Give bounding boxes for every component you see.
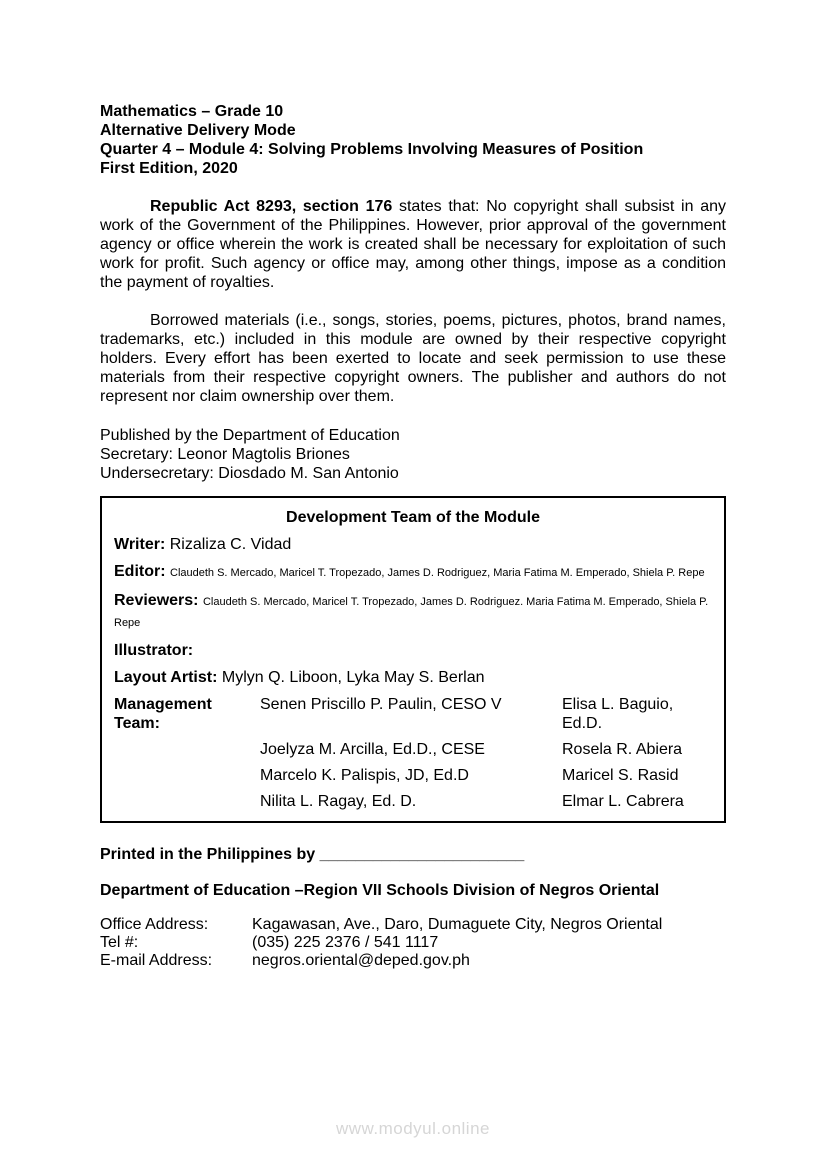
editor-row [114, 562, 712, 583]
editor-names: Claudeth S. Mercado, Maricel T. Tropezado, James D. Rodriguez, Maria Fatima M. Emperado, Shiela P. Repe [170, 567, 705, 579]
management-label-spacer [114, 740, 260, 759]
schools-division-line: Department of Education –Region VII Schools Division of Negros Oriental [100, 882, 660, 899]
development-team-title: Development Team of the Module [286, 509, 540, 526]
printed-in-blank: _______________________ [319, 846, 525, 863]
republic-act-lead: Republic Act 8293, section 176 [150, 198, 393, 215]
reviewer-names: Claudeth S. Mercado, Maricel T. Tropezado, James D. Rodriguez. Maria Fatima M. Emperado, Shiela P. Repe [114, 596, 709, 629]
undersecretary-line: Undersecretary: Diosdado M. San Antonio [100, 465, 399, 482]
management-member: Senen Priscillo P. Paulin, CESO V [260, 696, 502, 713]
layout-artist-label: Layout Artist: [114, 669, 218, 686]
edition-line: First Edition, 2020 [100, 160, 238, 177]
reviewers-row [114, 591, 712, 633]
management-member: Elmar L. Cabrera [562, 793, 684, 810]
editor-label: Editor: [114, 563, 166, 580]
published-by-line: Published by the Department of Education [100, 427, 400, 444]
management-team-label: Management Team: [114, 696, 212, 732]
printed-in-lead: Printed in the Philippines by [100, 846, 320, 863]
layout-artist-row [114, 668, 712, 687]
development-team-box [100, 496, 726, 823]
management-member: Maricel S. Rasid [562, 767, 679, 784]
office-address-value: Kagawasan, Ave., Daro, Dumaguete City, Negros Oriental [252, 916, 663, 933]
title-block [100, 102, 726, 178]
writer-name: Rizaliza C. Vidad [169, 536, 292, 553]
borrowed-materials-paragraph: Borrowed materials (i.e., songs, stories, poems, pictures, photos, brand names, trademarks, etc.) included in this module are owned by their respective copyright holders. Every effort has been exerted to locate and seek permission to use these materials from their respective copyright owners. The publisher and authors do not represent nor claim ownership over them. [100, 312, 726, 405]
management-label-spacer [114, 766, 260, 785]
email-row [100, 952, 726, 970]
site-watermark: www.modyul.online [335, 1119, 490, 1138]
page-content [100, 102, 726, 970]
writer-label: Writer: [114, 536, 166, 553]
delivery-mode-line: Alternative Delivery Mode [100, 122, 296, 139]
copyright-paragraph [100, 197, 726, 292]
illustrator-label: Illustrator: [114, 642, 194, 659]
management-member: Joelyza M. Arcilla, Ed.D., CESE [260, 741, 485, 758]
reviewers-label: Reviewers: [114, 592, 199, 609]
office-address-row [100, 916, 726, 934]
printed-in-line [100, 845, 726, 864]
email-label: E-mail Address: [100, 952, 213, 969]
management-member: Elisa L. Baguio, Ed.D. [562, 696, 674, 732]
publisher-block [100, 426, 726, 483]
illustrator-row [114, 641, 712, 660]
management-team-grid [114, 695, 712, 811]
writer-row [114, 535, 712, 554]
management-member: Marcelo K. Palispis, JD, Ed.D [260, 767, 469, 784]
telephone-value: (035) 225 2376 / 541 1117 [252, 934, 439, 951]
email-value: negros.oriental@deped.gov.ph [252, 952, 470, 969]
contact-block [100, 916, 726, 970]
republic-act-rest: states that: No copyright shall subsist in any work of the Government of the Philippines. However, prior approval of the government agency or office wherein the work is created shall be necessary for exploitation of such work for profit. Such agency or office may, among other things, impose as a condition the payment of royalties. [100, 198, 726, 291]
secretary-line: Secretary: Leonor Magtolis Briones [100, 446, 350, 463]
module-title-line: Quarter 4 – Module 4: Solving Problems Involving Measures of Position [100, 141, 644, 158]
telephone-label: Tel #: [100, 934, 139, 951]
management-member: Nilita L. Ragay, Ed. D. [260, 793, 417, 810]
subject-grade-line: Mathematics – Grade 10 [100, 103, 284, 120]
office-address-label: Office Address: [100, 916, 209, 933]
management-member: Rosela R. Abiera [562, 741, 683, 758]
management-label-spacer [114, 792, 260, 811]
layout-artist-names: Mylyn Q. Liboon, Lyka May S. Berlan [221, 669, 485, 686]
telephone-row [100, 934, 726, 952]
